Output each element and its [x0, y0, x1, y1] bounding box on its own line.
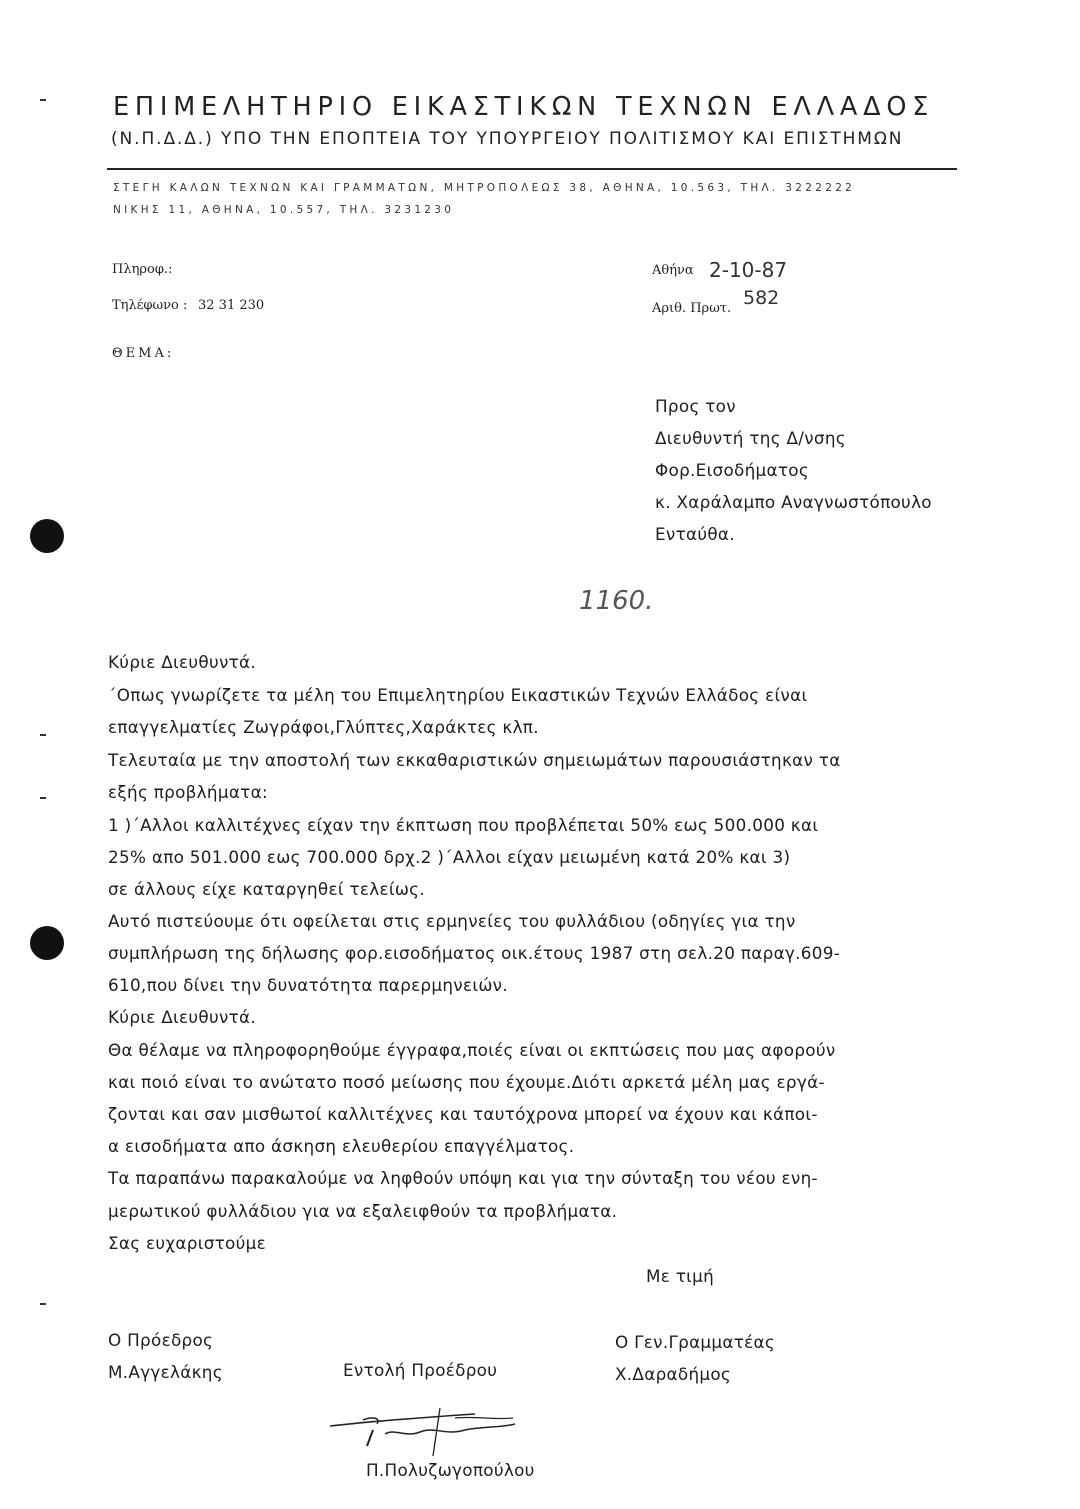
president-title: Ο Πρόεδρος [108, 1330, 214, 1350]
punch-hole-top [30, 519, 64, 553]
body-line: Κύριε Διευθυντά. [108, 1007, 257, 1027]
body-line: επαγγελματίες Ζωγράφοι,Γλύπτες,Χαράκτες κλπ. [108, 717, 539, 737]
body-line: 610,που δίνει την δυνατότητα παρερμηνειών. [108, 975, 508, 995]
body-line: Κύριε Διευθυντά. [108, 652, 257, 672]
handwritten-note: 1160. [579, 586, 654, 616]
body-line: 1 )΄Αλλοι καλλιτέχνες είχαν την έκπτωση που προβλέπεται 50% εως 500.000 και [108, 815, 819, 835]
phone-label: Τηλέφωνο : [112, 298, 188, 313]
body-line: 25% απο 501.000 εως 700.000 δρχ.2 )΄Αλλοι είχαν μειωμένη κατά 20% και 3) [108, 847, 791, 867]
phone-value: 32 31 230 [198, 298, 265, 313]
recipient-line: κ. Χαράλαμπο Αναγνωστόπουλο [655, 492, 932, 512]
on-behalf-label: Εντολή Προέδρου [343, 1360, 498, 1380]
protocol-label: Αριθ. Πρωτ. [652, 301, 732, 316]
margin-mark [40, 99, 46, 101]
recipient-line: Ενταύθα. [655, 524, 735, 544]
body-line: και ποιό είναι το ανώτατο ποσό μείωσης που έχουμε.Διότι αρκετά μέλη μας εργά- [108, 1072, 825, 1092]
recipient-line: Διευθυντή της Δ/νσης [655, 428, 846, 448]
margin-mark [40, 734, 46, 736]
body-line: Τα παραπάνω παρακαλούμε να ληφθούν υπόψη και για την σύνταξη του νέου ενη- [108, 1168, 818, 1188]
body-line: ζονται και σαν μισθωτοί καλλιτέχνες και ταυτόχρονα μπορεί να έχουν και κάποι- [108, 1104, 818, 1124]
subject-label: ΘΕΜΑ: [112, 346, 175, 361]
secretary-name: Χ.Δαραδήμος [615, 1364, 732, 1384]
body-line: Τελευταία με την αποστολή των εκκαθαριστικών σημειωμάτων παρουσιάστηκαν τα [108, 750, 841, 770]
protocol-value: 582 [743, 287, 780, 309]
body-line: σε άλλους είχε καταργηθεί τελείως. [108, 879, 425, 899]
header-rule [107, 168, 957, 170]
address-line-2: ΝΙΚΗΣ 11, ΑΘΗΝΑ, 10.557, ΤΗΛ. 3231230 [113, 204, 455, 216]
body-line: συμπλήρωση της δήλωσης φορ.εισοδήματος οικ.έτους 1987 στη σελ.20 παραγ.609- [108, 943, 841, 963]
info-label: Πληροφ.: [112, 262, 173, 277]
closing: Με τιμή [646, 1266, 715, 1286]
signer-name: Π.Πολυζωγοπούλου [366, 1460, 535, 1480]
date-label: Αθήνα [652, 263, 694, 278]
body-line: Θα θέλαμε να πληροφορηθούμε έγγραφα,ποιές είναι οι εκπτώσεις που μας αφορούν [108, 1040, 836, 1060]
body-line: α εισοδήματα απο άσκηση ελευθερίου επαγγέλματος. [108, 1136, 575, 1156]
signature-scribble [325, 1398, 525, 1460]
president-name: Μ.Αγγελάκης [108, 1362, 223, 1382]
body-line: Αυτό πιστεύουμε ότι οφείλεται στις ερμηνείες του φυλλάδιου (οδηγίες για την [108, 911, 796, 931]
address-line-1: ΣΤΕΓΗ ΚΑΛΩΝ ΤΕΧΝΩΝ ΚΑΙ ΓΡΑΜΜΑΤΩΝ, ΜΗΤΡΟΠΟΛΕΩΣ 38, ΑΘΗΝΑ, 10.563, ΤΗΛ. 3222222 [113, 182, 856, 194]
secretary-title: Ο Γεν.Γραμματέας [615, 1332, 776, 1352]
organization-name: ΕΠΙΜΕΛΗΤΗΡΙΟ ΕΙΚΑΣΤΙΚΩΝ ΤΕΧΝΩΝ ΕΛΛΑΔΟΣ [113, 92, 935, 122]
margin-mark [40, 797, 46, 799]
body-line: εξής προβλήματα: [108, 782, 268, 802]
body-line: ΄Οπως γνωρίζετε τα μέλη του Επιμελητηρίου Εικαστικών Τεχνών Ελλάδος είναι [108, 685, 808, 705]
body-line: Σας ευχαριστούμε [108, 1233, 266, 1253]
date-value: 2-10-87 [709, 258, 788, 282]
recipient-line: Φορ.Εισοδήματος [655, 460, 810, 480]
organization-subtitle: (Ν.Π.Δ.Δ.) ΥΠΟ ΤΗΝ ΕΠΟΠΤΕΙΑ ΤΟΥ ΥΠΟΥΡΓΕΙΟΥ ΠΟΛΙΤΙΣΜΟΥ ΚΑΙ ΕΠΙΣΤΗΜΩΝ [111, 129, 904, 149]
margin-mark [40, 1303, 46, 1305]
body-line: μερωτικού φυλλάδιου για να εξαλειφθούν τα προβλήματα. [108, 1201, 618, 1221]
recipient-line: Προς τον [655, 396, 736, 416]
punch-hole-bottom [30, 926, 64, 960]
